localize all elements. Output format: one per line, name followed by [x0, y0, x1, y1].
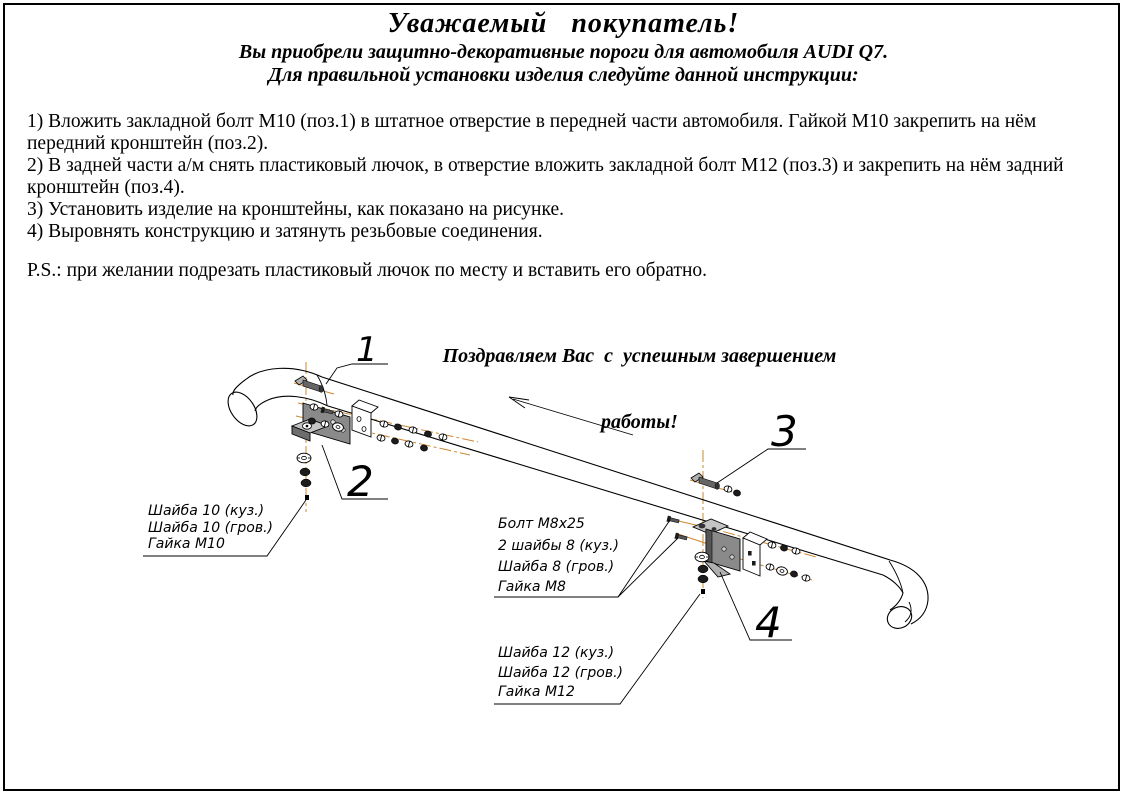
rear-plate-hole-1 — [748, 551, 752, 556]
tube-right-bend-arc — [889, 561, 903, 593]
instruction-step-1: 1) Вложить закладной болт М10 (поз.1) в штатное отверстие в передней части автомобиля. Гайкой М10 закрепить на нём передний кронштейн (поз.2). — [27, 111, 1037, 154]
side-step-tube — [222, 368, 928, 632]
rear-bracket-flange-hole-2 — [712, 527, 717, 531]
subtitle-follow: Для правильной установки изделия следуйте данной инструкции: — [268, 64, 859, 86]
congratulation-line2: работы! — [601, 411, 678, 433]
rear-bracket-flange-hole-1 — [699, 524, 706, 529]
label-bracket-bolts-line1: Болт М8х25 — [498, 516, 585, 532]
rear-clamp-plate — [743, 532, 767, 576]
rear-fastener-stack — [695, 552, 709, 594]
arrow-shaft — [513, 399, 633, 435]
tube-right-inner-bend — [883, 575, 903, 593]
rear-plate-hole-2 — [752, 561, 756, 566]
label-bracket-bolts-line3: Шайба 8 (гров.) — [498, 559, 615, 575]
label-front-mount-line3: Гайка М10 — [148, 536, 225, 552]
postscript-note: P.S.: при желании подрезать пластиковый лючок по месту и вставить его обратно. — [27, 260, 708, 281]
callout-2: 2 — [347, 457, 374, 506]
label-rear-mount-line2: Шайба 12 (гров.) — [498, 665, 624, 681]
subtitle-product: Вы приобрели защитно-декоративные пороги для автомобиля AUDI Q7. — [238, 41, 889, 63]
tube-top-edge — [322, 377, 890, 560]
direction-arrow — [509, 397, 633, 435]
label-front-mount — [143, 500, 306, 556]
page-title: Уважаемый покупатель! — [387, 8, 740, 39]
front-stud-tip — [305, 495, 309, 500]
label-front-mount-line1: Шайба 10 (куз.) — [148, 503, 265, 519]
rear-exploded-hardware — [765, 541, 810, 582]
tube-right-outer-bend — [890, 560, 928, 624]
callout-4: 4 — [755, 598, 782, 647]
front-fastener-stack — [297, 453, 311, 500]
callout-leaders — [322, 364, 806, 640]
instruction-step-3: 3) Установить изделие на кронштейны, как показано на рисунке. — [27, 199, 564, 220]
front-bracket-flange-hole-center — [306, 425, 309, 428]
rear-stud-tip — [701, 589, 705, 594]
label-bracket-bolts — [494, 516, 678, 597]
congratulation-line1: Поздравляем Вас с успешным завершением — [442, 345, 837, 367]
front-clamp-plate — [352, 400, 378, 437]
rear-plate-face — [743, 538, 760, 576]
label-bracket-bolts-line2: 2 шайбы 8 (куз.) — [498, 538, 619, 554]
instruction-step-2: 2) В задней части а/м снять пластиковый лючок, в отверстие вложить закладной болт М12 (поз.3) и закрепить на нём задний кронштейн (поз.4). — [27, 155, 1064, 198]
label-rear-mount-line3: Гайка М12 — [498, 684, 575, 700]
label-rear-mount — [494, 594, 700, 704]
tube-left-end-cap — [222, 387, 263, 431]
label-bracket-bolts-leader2 — [618, 538, 678, 597]
label-rear-mount-line1: Шайба 12 (куз.) — [498, 645, 615, 661]
rear-bracket-hole-2 — [730, 555, 734, 559]
label-bracket-bolts-line4: Гайка М8 — [498, 579, 566, 595]
instruction-step-4: 4) Выровнять конструкцию и затянуть резьбовые соединения. — [27, 221, 543, 242]
rear-bracket-hole-1 — [722, 547, 726, 551]
callout-1: 1 — [356, 330, 378, 370]
label-front-mount-line2: Шайба 10 (гров.) — [148, 520, 274, 536]
rear-anchor-bolt-pos3 — [691, 473, 741, 497]
rear-m8-bolts — [666, 516, 687, 542]
callout-3: 3 — [771, 407, 798, 456]
